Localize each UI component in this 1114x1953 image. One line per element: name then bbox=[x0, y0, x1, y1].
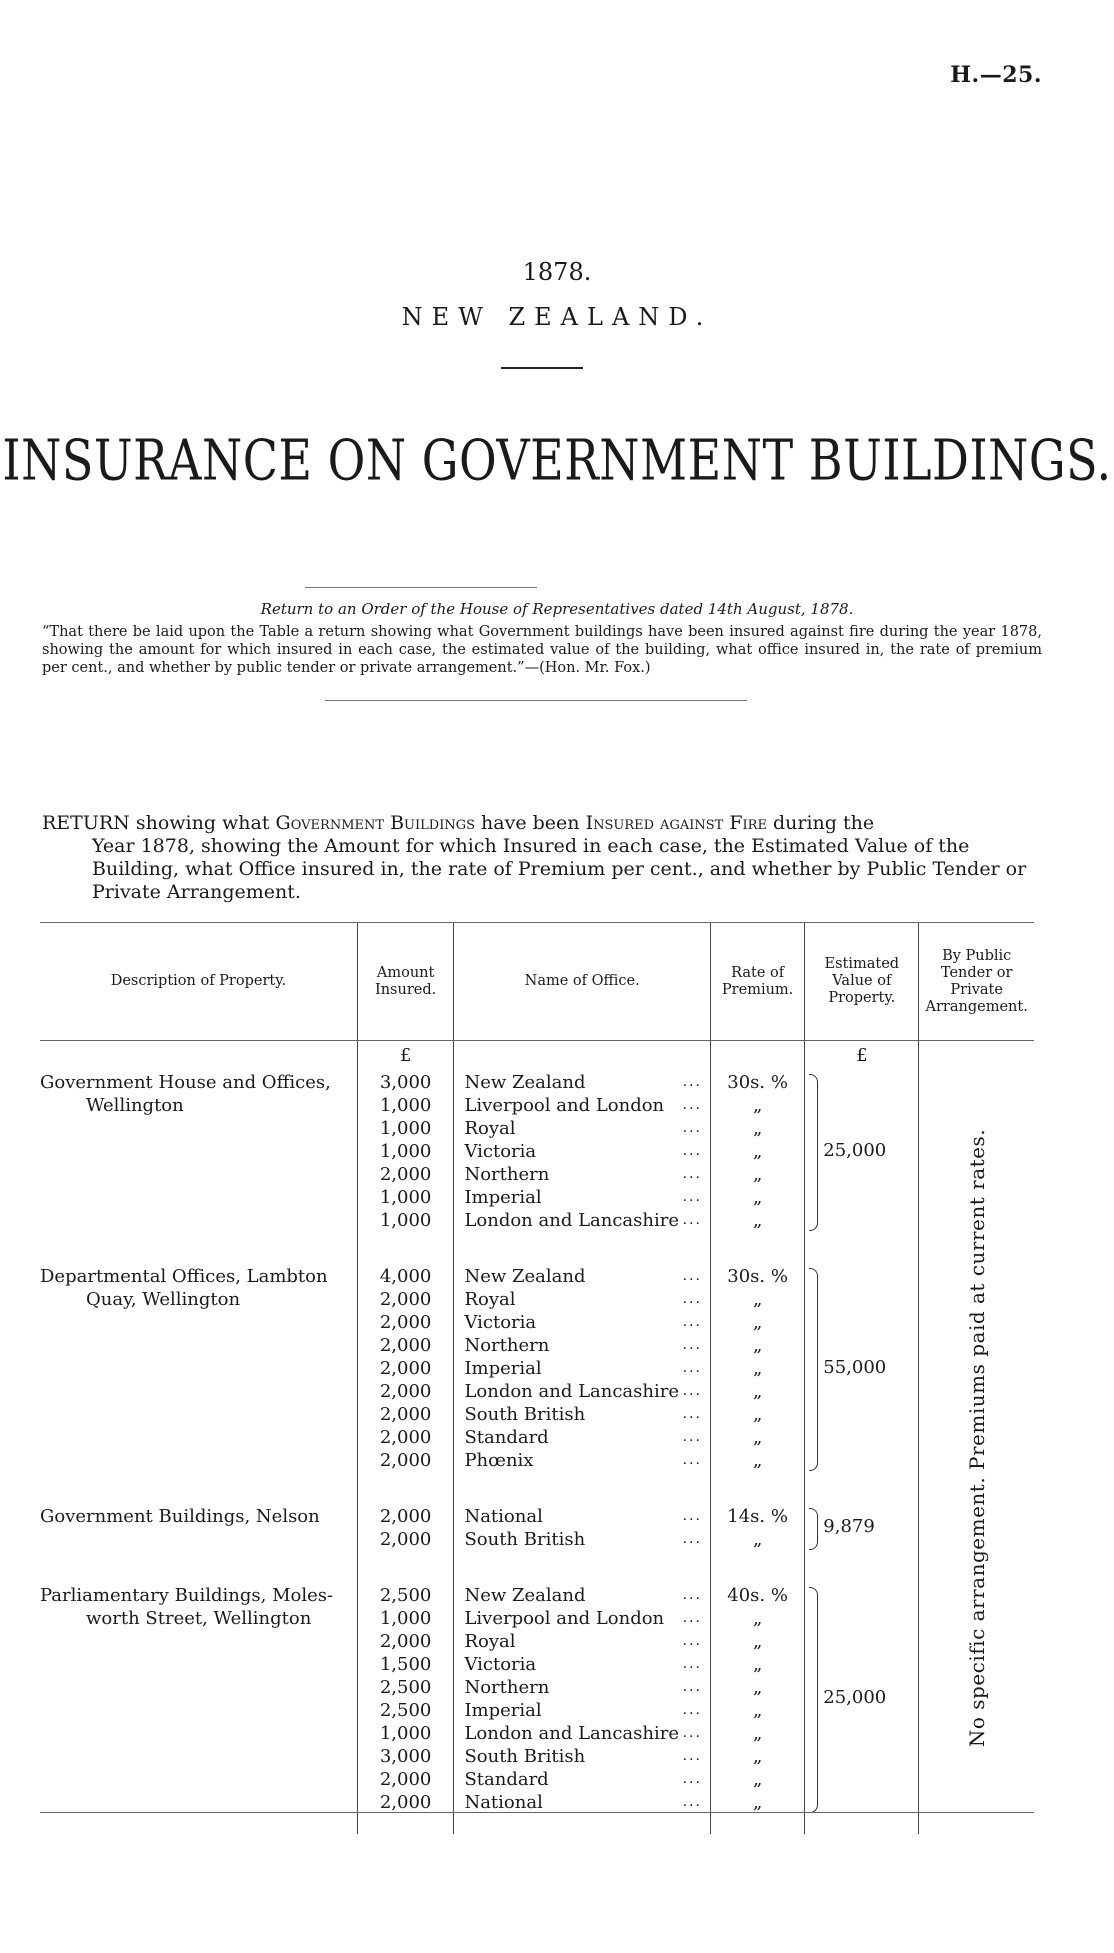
header-office: Name of Office. bbox=[454, 923, 711, 1041]
office-label: Imperial bbox=[464, 1187, 542, 1208]
leader-dots: ... bbox=[682, 1360, 702, 1376]
bottom-spacer bbox=[711, 1814, 804, 1834]
return-text-4: Insured against Fire bbox=[585, 812, 767, 834]
amount-value: 1,500 bbox=[379, 1654, 432, 1675]
property-description bbox=[40, 1265, 357, 1472]
table-bottom-rule bbox=[40, 1812, 1034, 1813]
premium-rate: „ bbox=[752, 1358, 763, 1379]
office-name bbox=[454, 1334, 710, 1357]
order-bottom-rule bbox=[325, 700, 747, 701]
leader-dots: ... bbox=[682, 1406, 702, 1422]
leader-dots: ... bbox=[682, 1268, 702, 1284]
premium-rate: „ bbox=[752, 1450, 763, 1471]
leader-dots: ... bbox=[682, 1189, 702, 1205]
office-name bbox=[454, 1117, 710, 1140]
premium-rate: „ bbox=[752, 1746, 763, 1767]
group-gap bbox=[40, 1232, 357, 1265]
office-label: London and Lancashire bbox=[464, 1210, 679, 1231]
leader-dots: ... bbox=[682, 1794, 702, 1810]
office-name bbox=[454, 1140, 710, 1163]
amount-value: 4,000 bbox=[379, 1266, 432, 1287]
return-text-1: RETURN showing what bbox=[42, 812, 270, 834]
office-name bbox=[454, 1163, 710, 1186]
insurance-return-table bbox=[40, 922, 1034, 1834]
leader-dots: ... bbox=[682, 1074, 702, 1090]
amount-value: 3,000 bbox=[379, 1746, 432, 1767]
office-name bbox=[454, 1722, 710, 1745]
estimated-column bbox=[805, 1041, 919, 1835]
amount-value: 2,000 bbox=[379, 1427, 432, 1448]
group-gap bbox=[358, 1472, 454, 1505]
office-label: Standard bbox=[464, 1427, 549, 1448]
leader-dots: ... bbox=[682, 1212, 702, 1228]
premium-rate: „ bbox=[752, 1700, 763, 1721]
premium-rate: „ bbox=[752, 1289, 763, 1310]
office-label: Victoria bbox=[464, 1654, 537, 1675]
spacer-row bbox=[711, 1041, 804, 1071]
currency-symbol: £ bbox=[856, 1045, 868, 1066]
premium-rate: „ bbox=[752, 1210, 763, 1231]
premium-rate: „ bbox=[752, 1608, 763, 1629]
return-description bbox=[42, 812, 1040, 904]
leader-dots: ... bbox=[682, 1531, 702, 1547]
spacer-row bbox=[40, 1041, 357, 1071]
leader-dots: ... bbox=[682, 1166, 702, 1182]
estimated-value: 25,000 bbox=[823, 1139, 887, 1161]
premium-rate: „ bbox=[752, 1164, 763, 1185]
document-year: 1878. bbox=[522, 258, 592, 286]
description-line: Departmental Offices, Lambton bbox=[40, 1266, 328, 1287]
office-label: Liverpool and London bbox=[464, 1095, 665, 1116]
amount-value: 1,000 bbox=[379, 1141, 432, 1162]
amount-value: 1,000 bbox=[379, 1723, 432, 1744]
premium-rate: 30s. % bbox=[727, 1266, 788, 1287]
office-label: Imperial bbox=[464, 1700, 542, 1721]
premium-rate: „ bbox=[752, 1141, 763, 1162]
page-reference: H.—25. bbox=[950, 62, 1042, 88]
office-label: South British bbox=[464, 1746, 586, 1767]
amount-value: 2,000 bbox=[379, 1529, 432, 1550]
office-label: Imperial bbox=[464, 1358, 542, 1379]
amount-value: 2,000 bbox=[379, 1450, 432, 1471]
amount-value: 2,500 bbox=[379, 1585, 432, 1606]
premium-rate: „ bbox=[752, 1404, 763, 1425]
office-label: New Zealand bbox=[464, 1585, 586, 1606]
leader-dots: ... bbox=[682, 1508, 702, 1524]
office-name bbox=[454, 1584, 710, 1607]
premium-rate: „ bbox=[752, 1312, 763, 1333]
leader-dots: ... bbox=[682, 1610, 702, 1626]
leader-dots: ... bbox=[682, 1748, 702, 1764]
bottom-spacer bbox=[358, 1814, 454, 1834]
amount-column bbox=[357, 1041, 454, 1835]
premium-rate: „ bbox=[752, 1381, 763, 1402]
tender-note: No specific arrangement. Premiums paid at current rates. bbox=[964, 1128, 989, 1747]
office-name bbox=[454, 1209, 710, 1232]
amount-value: 2,000 bbox=[379, 1381, 432, 1402]
description-line: Government Buildings, Nelson bbox=[40, 1506, 320, 1527]
amount-value: 1,000 bbox=[379, 1187, 432, 1208]
group-gap bbox=[711, 1551, 804, 1584]
premium-rate: 30s. % bbox=[727, 1072, 788, 1093]
header-tender: By Public Tender or Private Arrangement. bbox=[919, 923, 1034, 1041]
premium-rate: „ bbox=[752, 1335, 763, 1356]
leader-dots: ... bbox=[682, 1337, 702, 1353]
office-name bbox=[454, 1653, 710, 1676]
estimated-value: 9,879 bbox=[823, 1516, 875, 1537]
amount-value: 2,500 bbox=[379, 1677, 432, 1698]
premium-rate: 14s. % bbox=[727, 1506, 788, 1527]
office-name bbox=[454, 1745, 710, 1768]
office-label: London and Lancashire bbox=[464, 1381, 679, 1402]
bottom-spacer bbox=[805, 1814, 918, 1834]
group-gap bbox=[454, 1551, 710, 1584]
amount-value: 2,000 bbox=[379, 1335, 432, 1356]
leader-dots: ... bbox=[682, 1702, 702, 1718]
description-line: Government House and Offices, bbox=[40, 1072, 331, 1093]
leader-dots: ... bbox=[682, 1633, 702, 1649]
estimated-block bbox=[805, 1071, 918, 1232]
currency-symbol: £ bbox=[399, 1045, 412, 1066]
leader-dots: ... bbox=[682, 1587, 702, 1603]
premium-rate: „ bbox=[752, 1631, 763, 1652]
office-name bbox=[454, 1288, 710, 1311]
office-label: Victoria bbox=[464, 1312, 537, 1333]
group-gap bbox=[40, 1472, 357, 1505]
spacer-row bbox=[454, 1041, 710, 1071]
estimated-block bbox=[805, 1505, 918, 1551]
property-description bbox=[40, 1584, 357, 1814]
amount-value: 1,000 bbox=[379, 1210, 432, 1231]
office-label: South British bbox=[464, 1529, 586, 1550]
leader-dots: ... bbox=[682, 1291, 702, 1307]
group-gap bbox=[454, 1232, 710, 1265]
group-gap bbox=[358, 1551, 454, 1584]
group-gap bbox=[805, 1232, 918, 1265]
office-name bbox=[454, 1768, 710, 1791]
amount-value: 2,000 bbox=[379, 1312, 432, 1333]
amount-value: 2,000 bbox=[379, 1358, 432, 1379]
office-name bbox=[454, 1186, 710, 1209]
premium-rate: „ bbox=[752, 1723, 763, 1744]
return-text-3: have been bbox=[481, 812, 580, 834]
office-name bbox=[454, 1426, 710, 1449]
return-text-5: during the bbox=[773, 812, 875, 834]
property-description bbox=[40, 1505, 357, 1551]
premium-rate: „ bbox=[752, 1792, 763, 1813]
group-gap bbox=[454, 1472, 710, 1505]
premium-rate: „ bbox=[752, 1654, 763, 1675]
bottom-spacer bbox=[40, 1814, 357, 1834]
leader-dots: ... bbox=[682, 1725, 702, 1741]
group-gap bbox=[711, 1232, 804, 1265]
premium-rate: „ bbox=[752, 1769, 763, 1790]
leader-dots: ... bbox=[682, 1143, 702, 1159]
amount-value: 2,000 bbox=[379, 1792, 432, 1813]
office-name bbox=[454, 1357, 710, 1380]
leader-dots: ... bbox=[682, 1679, 702, 1695]
leader-dots: ... bbox=[682, 1314, 702, 1330]
group-brace bbox=[809, 1587, 818, 1813]
leader-dots: ... bbox=[682, 1771, 702, 1787]
premium-rate: „ bbox=[752, 1427, 763, 1448]
group-brace bbox=[809, 1268, 818, 1471]
office-name bbox=[454, 1071, 710, 1094]
premium-rate: „ bbox=[752, 1677, 763, 1698]
description-column bbox=[40, 1041, 357, 1835]
estimated-value: 55,000 bbox=[823, 1356, 887, 1378]
header-estimated: Estimated Value of Property. bbox=[805, 923, 919, 1041]
leader-dots: ... bbox=[682, 1656, 702, 1672]
office-label: Liverpool and London bbox=[464, 1608, 665, 1629]
office-column bbox=[454, 1041, 711, 1835]
group-brace bbox=[809, 1074, 818, 1231]
group-gap bbox=[40, 1551, 357, 1584]
title-divider bbox=[501, 367, 583, 369]
office-label: Royal bbox=[464, 1631, 516, 1652]
office-name bbox=[454, 1528, 710, 1551]
description-line: worth Street, Wellington bbox=[86, 1608, 312, 1629]
property-description bbox=[40, 1071, 357, 1232]
amount-value: 2,000 bbox=[379, 1289, 432, 1310]
office-label: National bbox=[464, 1792, 543, 1813]
office-label: Northern bbox=[464, 1164, 550, 1185]
leader-dots: ... bbox=[682, 1383, 702, 1399]
tender-column bbox=[919, 1041, 1034, 1835]
group-gap bbox=[805, 1551, 918, 1584]
office-label: Phœnix bbox=[464, 1450, 534, 1471]
leader-dots: ... bbox=[682, 1097, 702, 1113]
premium-rate: „ bbox=[752, 1529, 763, 1550]
order-quote: “That there be laid upon the Table a return showing what Government buildings have been insured against fire during the year 1878, showing the amount for which insured in each case, the estimated value of the building, what office insured in, the rate of premium per cent., and whether by public tender or private arrangement.”—(Hon. Mr. Fox.) bbox=[42, 624, 1042, 676]
order-reference: Return to an Order of the House of Representatives dated 14th August, 1878. bbox=[260, 600, 854, 618]
office-label: London and Lancashire bbox=[464, 1723, 679, 1744]
amount-value: 2,000 bbox=[379, 1769, 432, 1790]
group-brace bbox=[809, 1508, 818, 1550]
leader-dots: ... bbox=[682, 1120, 702, 1136]
bottom-spacer bbox=[454, 1814, 710, 1834]
office-label: National bbox=[464, 1506, 543, 1527]
header-rate: Rate of Premium. bbox=[710, 923, 804, 1041]
office-name bbox=[454, 1630, 710, 1653]
leader-dots: ... bbox=[682, 1452, 702, 1468]
office-name bbox=[454, 1094, 710, 1117]
premium-rate: „ bbox=[752, 1095, 763, 1116]
premium-rate: „ bbox=[752, 1118, 763, 1139]
amount-value: 2,500 bbox=[379, 1700, 432, 1721]
group-gap bbox=[358, 1232, 454, 1265]
table-body-row bbox=[40, 1041, 1034, 1835]
office-name bbox=[454, 1699, 710, 1722]
office-label: Victoria bbox=[464, 1141, 537, 1162]
estimated-block bbox=[805, 1584, 918, 1814]
order-top-rule bbox=[305, 587, 537, 588]
office-label: Standard bbox=[464, 1769, 549, 1790]
amount-value: 1,000 bbox=[379, 1118, 432, 1139]
return-text-2: Government Buildings bbox=[275, 812, 475, 834]
amount-value: 3,000 bbox=[379, 1072, 432, 1093]
description-line: Parliamentary Buildings, Moles- bbox=[40, 1585, 334, 1606]
rate-column bbox=[710, 1041, 804, 1835]
amount-value: 2,000 bbox=[379, 1404, 432, 1425]
estimated-block bbox=[805, 1265, 918, 1472]
office-name bbox=[454, 1311, 710, 1334]
office-name bbox=[454, 1265, 710, 1288]
office-label: Northern bbox=[464, 1677, 550, 1698]
estimated-value: 25,000 bbox=[823, 1687, 887, 1708]
premium-rate: „ bbox=[752, 1187, 763, 1208]
office-name bbox=[454, 1380, 710, 1403]
amount-value: 2,000 bbox=[379, 1164, 432, 1185]
office-name bbox=[454, 1505, 710, 1528]
office-name bbox=[454, 1791, 710, 1814]
description-line: Wellington bbox=[86, 1095, 184, 1116]
header-description: Description of Property. bbox=[40, 923, 357, 1041]
amount-value: 1,000 bbox=[379, 1095, 432, 1116]
office-name bbox=[454, 1403, 710, 1426]
amount-value: 1,000 bbox=[379, 1608, 432, 1629]
table-header-row bbox=[40, 923, 1034, 1041]
amount-value: 2,000 bbox=[379, 1631, 432, 1652]
office-label: New Zealand bbox=[464, 1266, 586, 1287]
amount-value: 2,000 bbox=[379, 1506, 432, 1527]
description-line: Quay, Wellington bbox=[86, 1289, 241, 1310]
office-label: Northern bbox=[464, 1335, 550, 1356]
office-label: South British bbox=[464, 1404, 586, 1425]
group-gap bbox=[711, 1472, 804, 1505]
premium-rate: 40s. % bbox=[727, 1585, 788, 1606]
page-title: INSURANCE ON GOVERNMENT BUILDINGS. bbox=[2, 427, 1112, 493]
group-gap bbox=[805, 1472, 918, 1505]
header-amount: Amount Insured. bbox=[357, 923, 454, 1041]
office-label: Royal bbox=[464, 1289, 516, 1310]
office-name bbox=[454, 1607, 710, 1630]
return-text-6: Year 1878, showing the Amount for which Insured in each case, the Estimated Value of the Building, what Office insured in, the rate of Premium per cent., and whether by Public Tender or Private Arrangement. bbox=[92, 835, 1027, 903]
office-name bbox=[454, 1676, 710, 1699]
leader-dots: ... bbox=[682, 1429, 702, 1445]
country-heading: NEW ZEALAND. bbox=[401, 303, 713, 331]
office-label: New Zealand bbox=[464, 1072, 586, 1093]
office-label: Royal bbox=[464, 1118, 516, 1139]
office-name bbox=[454, 1449, 710, 1472]
